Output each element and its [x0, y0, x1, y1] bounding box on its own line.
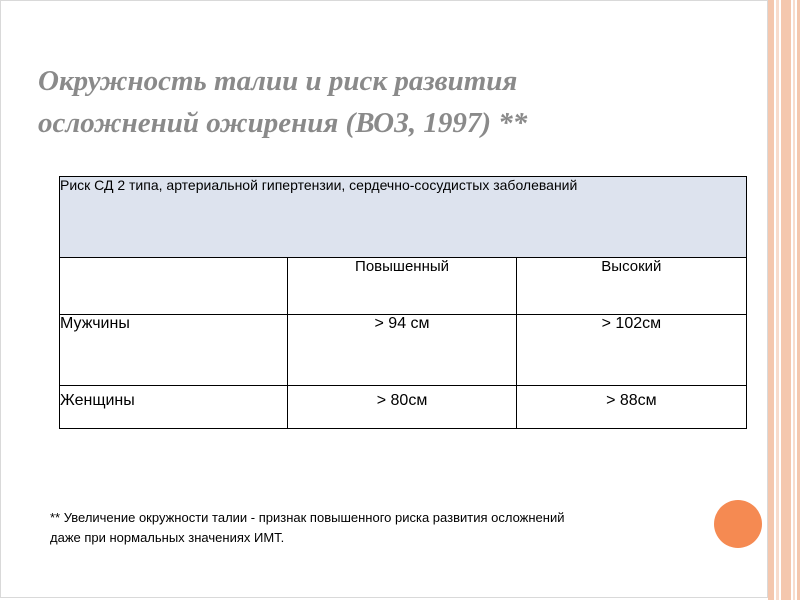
- table-header-cell: Риск СД 2 типа, артериальной гипертензии, сердечно-сосудистых заболеваний: [60, 177, 747, 258]
- decor-stripe: [781, 0, 791, 600]
- table-row: [60, 386, 747, 429]
- column-header-empty: [60, 258, 288, 315]
- slide-title: [38, 60, 738, 144]
- table-column-row: [60, 258, 747, 315]
- row-label-women: Женщины: [60, 386, 288, 429]
- footnote-line-2: даже при нормальных значениях ИМТ.: [50, 530, 285, 545]
- risk-table: [59, 176, 747, 429]
- table-row: [60, 315, 747, 386]
- decor-stripe: [776, 0, 779, 600]
- cell-men-elevated: > 94 см: [288, 315, 516, 386]
- decor-stripe: [793, 0, 795, 600]
- cell-women-high: > 88см: [516, 386, 746, 429]
- decor-stripe: [768, 0, 774, 600]
- slide-title-line-1: Окружность талии и риск развития: [38, 65, 518, 97]
- table-header-row: [60, 177, 747, 258]
- decor-circle: [714, 500, 762, 548]
- cell-men-high: > 102см: [516, 315, 746, 386]
- footnote-line-1: ** Увеличение окружности талии - признак повышенного риска развития осложнений: [50, 510, 565, 525]
- column-header-elevated: Повышенный: [288, 258, 516, 315]
- column-header-high: Высокий: [516, 258, 746, 315]
- footnote: [50, 508, 730, 548]
- row-label-men: Мужчины: [60, 315, 288, 386]
- cell-women-elevated: > 80см: [288, 386, 516, 429]
- slide-title-line-2: осложнений ожирения (ВОЗ, 1997) **: [38, 107, 528, 139]
